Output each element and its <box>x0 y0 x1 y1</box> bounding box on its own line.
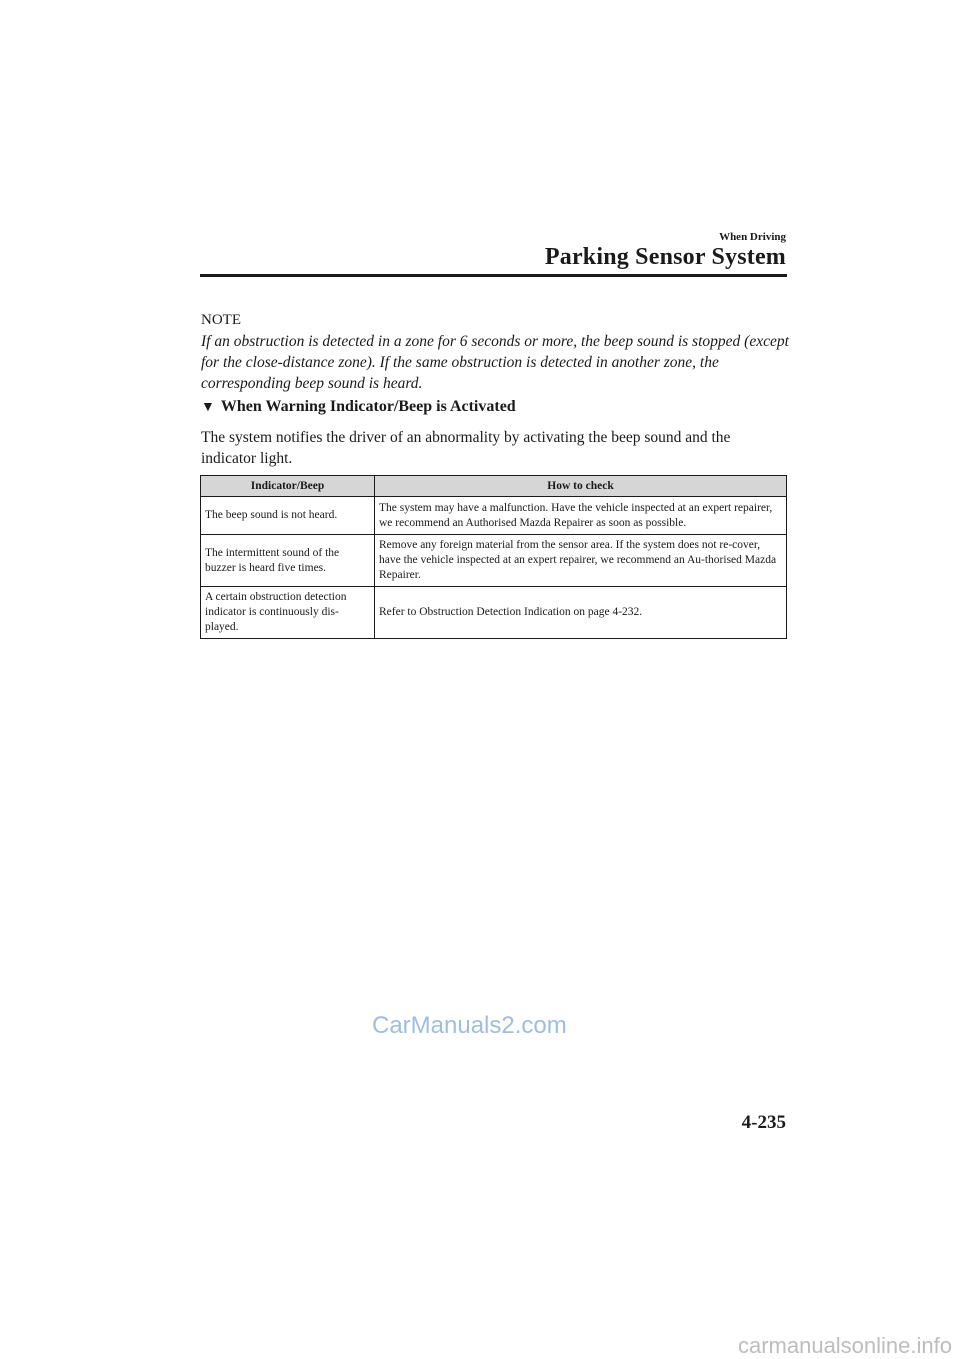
table-row <box>201 497 787 535</box>
section-label: When Driving <box>719 231 786 243</box>
note-label: NOTE <box>201 312 241 328</box>
page-number: 4-235 <box>741 1112 786 1133</box>
section-subheading <box>201 398 516 416</box>
note-text: If an obstruction is detected in a zone for 6 seconds or more, the beep sound is stopped (except for the close-distance zone). If the same obstruction is detected in another zone, the corresponding beep sound is heard. <box>201 333 789 392</box>
body-paragraph: The system notifies the driver of an abnormality by activating the beep sound and the indicator light. <box>201 429 731 467</box>
header-divider <box>200 274 787 277</box>
indicator-cell: The beep sound is not heard. <box>201 497 375 535</box>
table-row <box>201 587 787 639</box>
watermark-logo: CarManuals2.com <box>372 1012 567 1039</box>
check-cell: The system may have a malfunction. Have the vehicle inspected at an expert repairer, we recommend an Authorised Mazda Repairer as soon as possible. <box>375 497 787 535</box>
column-header-indicator: Indicator/Beep <box>201 476 375 497</box>
table-header-row <box>201 476 787 497</box>
indicator-cell: A certain obstruction detection indicator is continuously dis-played. <box>201 587 375 639</box>
subheading-text: When Warning Indicator/Beep is Activated <box>220 398 516 415</box>
indicator-cell: The intermittent sound of the buzzer is heard five times. <box>201 535 375 587</box>
triangle-down-icon: ▼ <box>201 400 215 415</box>
footer-watermark: carmanualsonline.info <box>737 1333 952 1358</box>
table-row <box>201 535 787 587</box>
check-cell: Remove any foreign material from the sensor area. If the system does not re-cover, have the vehicle inspected at an expert repairer, we recommend an Au-thorised Mazda Repairer. <box>375 535 787 587</box>
column-header-check: How to check <box>375 476 787 497</box>
indicator-check-table <box>200 475 787 639</box>
page-title: Parking Sensor System <box>544 244 786 270</box>
check-cell: Refer to Obstruction Detection Indication on page 4-232. <box>375 587 787 639</box>
